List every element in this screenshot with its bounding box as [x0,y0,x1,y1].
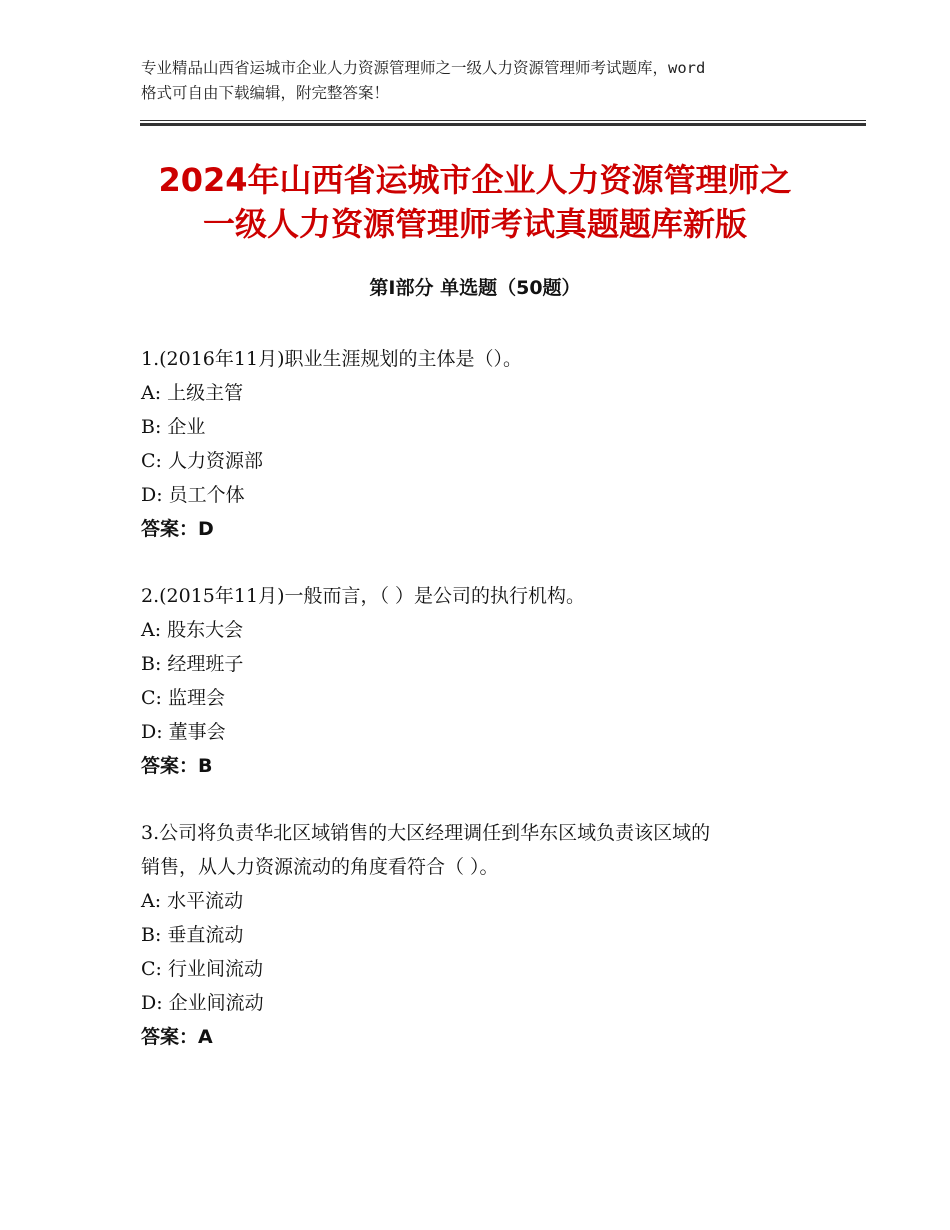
option-b: B: 垂直流动 [141,924,244,946]
option-c: C: 监理会 [141,687,225,709]
option-d: D: 董事会 [141,721,226,743]
question-3 [141,816,821,1054]
document-title-line: 一级人力资源管理师考试真题题库新版 [202,205,747,243]
question-text: 1.(2016年11月)职业生涯规划的主体是（）。 [141,348,522,370]
question-text: 3.公司将负责华北区域销售的大区经理调任到华东区域负责该区域的 [141,822,711,844]
option-a: A: 股东大会 [141,619,244,641]
option-b: B: 企业 [141,416,206,438]
header-note-line: 专业精品山西省运城市企业人力资源管理师之一级人力资源管理师考试题库，word [141,59,706,77]
question-2 [141,579,821,783]
option-c: C: 行业间流动 [141,958,263,980]
section-title: 第Ⅰ部分 单选题（50题） [369,277,581,299]
header-note-line: 格式可自由下载编辑，附完整答案！ [141,84,390,102]
option-a: A: 水平流动 [141,890,244,912]
question-1 [141,342,821,546]
document-title [100,158,850,246]
header-divider-thin [140,120,866,121]
header-note [141,56,831,106]
answer: 答案：D [141,518,214,540]
question-text: 2.(2015年11月)一般而言，（ ）是公司的执行机构。 [141,585,586,607]
option-d: D: 员工个体 [141,484,245,506]
question-list [141,342,821,1087]
option-c: C: 人力资源部 [141,450,263,472]
option-d: D: 企业间流动 [141,992,264,1014]
document-title-line: 2024年山西省运城市企业人力资源管理师之 [158,161,792,199]
answer: 答案：B [141,755,213,777]
question-text: 销售，从人力资源流动的角度看符合（ ）。 [141,856,499,878]
answer: 答案：A [141,1026,213,1048]
option-b: B: 经理班子 [141,653,244,675]
header-divider-thick [140,123,866,126]
option-a: A: 上级主管 [141,382,244,404]
